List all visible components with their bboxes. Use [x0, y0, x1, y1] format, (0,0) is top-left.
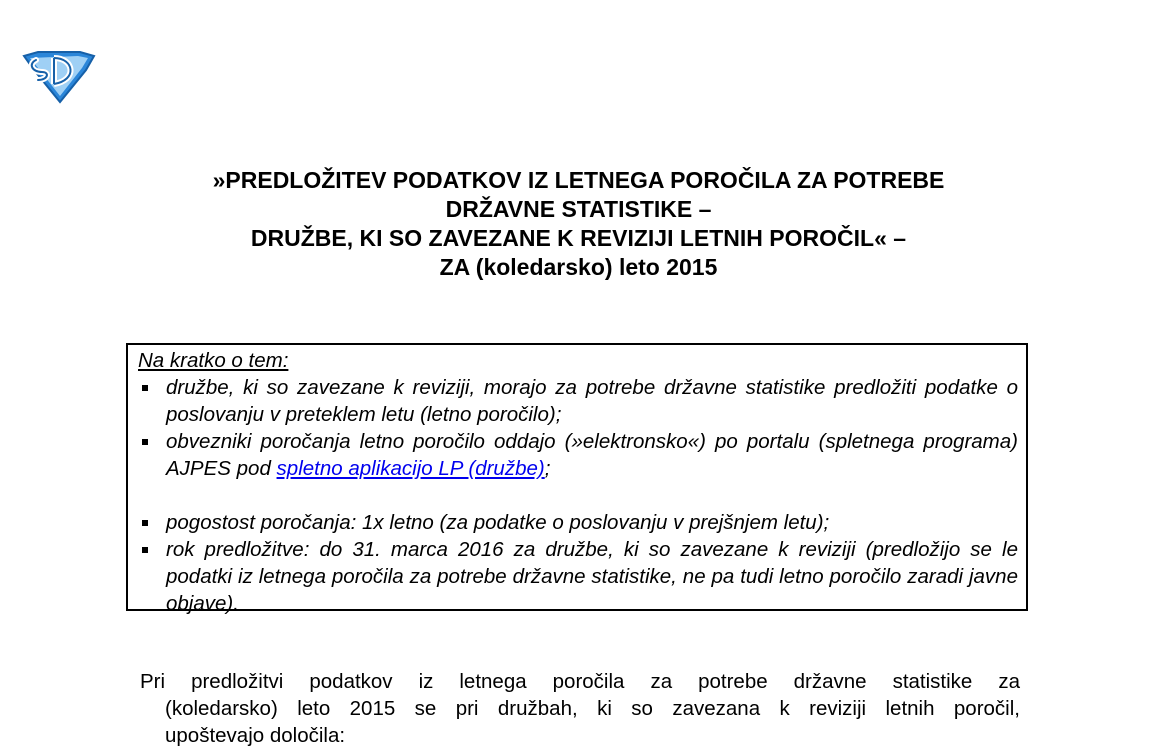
summary-item-text: družbe, ki so zavezane k reviziji, morajo za potrebe državne statistike predložiti podatke o poslovanju v preteklem letu (letno poročilo); [166, 376, 1018, 426]
summary-item [138, 374, 1018, 428]
body-line-1: Pri predložitvi podatkov iz letnega poročila za potrebe državne statistike za [140, 670, 1020, 693]
summary-item-text-end: ; [544, 457, 551, 480]
title-line-4: ZA (koledarsko) leto 2015 [439, 254, 718, 280]
title-line-1: »PREDLOŽITEV PODATKOV IZ LETNEGA POROČILA ZA POTREBE [212, 167, 945, 193]
lp-app-link[interactable]: spletno aplikacijo LP (družbe) [276, 457, 545, 480]
summary-list [138, 374, 1018, 617]
body-line-2: (koledarsko) leto 2015 se pri družbah, ki so zavezana k reviziji letnih poročil, [165, 697, 1020, 720]
summary-item-text: pogostost poročanja: 1x letno (za podatke o poslovanju v prejšnjem letu); [166, 511, 830, 534]
title-line-2: DRŽAVNE STATISTIKE – [445, 196, 712, 222]
summary-item [138, 428, 1018, 482]
summary-item-text: obvezniki poročanja letno poročilo oddajo (»elektronsko«) po portalu (spletnega programa) AJPES pod [166, 430, 1018, 480]
summary-item [138, 509, 1018, 536]
body-line-3: upoštevajo določila: [165, 724, 346, 747]
body-paragraph [140, 668, 1020, 749]
summary-box [126, 343, 1028, 615]
sd-shield-logo-icon [22, 50, 96, 104]
summary-item-text: rok predložitve: do 31. marca 2016 za družbe, ki so zavezane k reviziji (predložijo se le podatki iz letnega poročila za potrebe državne statistike, ne pa tudi letno poročilo zaradi javne objave). [166, 538, 1018, 615]
title-line-3: DRUŽBE, KI SO ZAVEZANE K REVIZIJI LETNIH POROČIL« – [250, 225, 907, 251]
summary-heading: Na kratko o tem: [138, 349, 289, 372]
document-title [100, 166, 1057, 282]
summary-item [138, 536, 1018, 617]
